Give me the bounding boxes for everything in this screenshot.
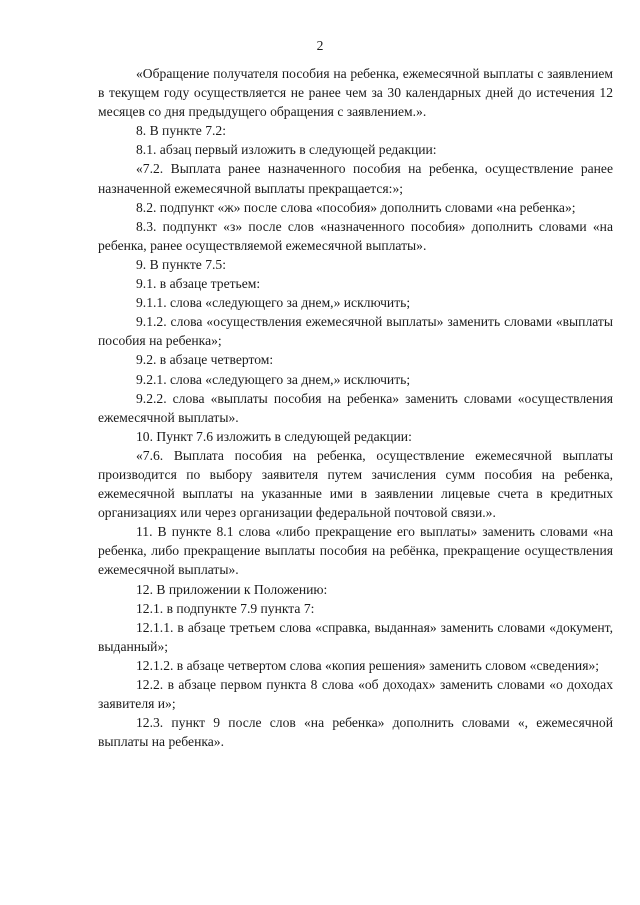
paragraph-9-1-1: 9.1.1. слова «следующего за днем,» исключить;: [136, 295, 411, 311]
paragraph-12: 12. В приложении к Положению:: [136, 581, 328, 597]
page-number: 2: [316, 38, 324, 53]
document-body: [98, 64, 613, 751]
paragraph-11: 11. В пункте 8.1 слова «либо прекращение его выплаты» заменить словами «на ребенка, либо прекращение выплаты пособия на ребёнка, прекращение осуществления ежемесячной выплаты».: [98, 524, 613, 578]
paragraph-8: 8. В пункте 7.2:: [136, 123, 226, 139]
paragraph-quote-7-1: «Обращение получателя пособия на ребенка, ежемесячной выплаты с заявлением в текущем году осуществляется не ранее чем за 30 календарных дней до истечения 12 месяцев со дня предыдущего обращения с заявлением.».: [98, 66, 613, 120]
paragraph-12-1-1: 12.1.1. в абзаце третьем слова «справка, выданная» заменить словами «документ, выданный»;: [98, 619, 613, 654]
paragraph-9-1: 9.1. в абзаце третьем:: [136, 276, 261, 292]
paragraph-quote-7-2: «7.2. Выплата ранее назначенного пособия на ребенка, осуществление ранее назначенной ежемесячной выплаты прекращается:»;: [98, 161, 613, 196]
paragraph-9-2-1: 9.2.1. слова «следующего за днем,» исключить;: [136, 371, 411, 387]
paragraph-8-3: 8.3. подпункт «з» после слов «назначенного пособия» дополнить словами «на ребенка, ранее осуществляемой ежемесячной выплаты».: [98, 218, 613, 253]
paragraph-8-1: 8.1. абзац первый изложить в следующей редакции:: [136, 142, 437, 158]
paragraph-12-2: 12.2. в абзаце первом пункта 8 слова «об доходах» заменить словами «о доходах заявителя и»;: [98, 677, 613, 712]
paragraph-12-3: 12.3. пункт 9 после слов «на ребенка» дополнить словами «, ежемесячной выплаты на ребенка».: [98, 715, 613, 750]
paragraph-9: 9. В пункте 7.5:: [136, 256, 226, 272]
paragraph-9-1-2: 9.1.2. слова «осуществления ежемесячной выплаты» заменить словами «выплаты пособия на ребенка»;: [98, 314, 613, 349]
paragraph-8-2: 8.2. подпункт «ж» после слова «пособия» дополнить словами «на ребенка»;: [136, 199, 576, 215]
paragraph-12-1-2: 12.1.2. в абзаце четвертом слова «копия решения» заменить словом «сведения»;: [136, 657, 600, 673]
paragraph-quote-7-6: «7.6. Выплата пособия на ребенка, осуществление ежемесячной выплаты производится по выбору заявителя путем зачисления сумм пособия на ребенка, ежемесячной выплаты на указанные ими в заявлении лицевые счета в кредитных организациях или через организации федеральной почтовой связи.».: [98, 447, 613, 521]
paragraph-12-1: 12.1. в подпункте 7.9 пункта 7:: [136, 600, 315, 616]
paragraph-10: 10. Пункт 7.6 изложить в следующей редакции:: [136, 428, 412, 444]
paragraph-9-2-2: 9.2.2. слова «выплаты пособия на ребенка» заменить словами «осуществления ежемесячной выплаты».: [98, 390, 613, 425]
paragraph-9-2: 9.2. в абзаце четвертом:: [136, 352, 274, 368]
